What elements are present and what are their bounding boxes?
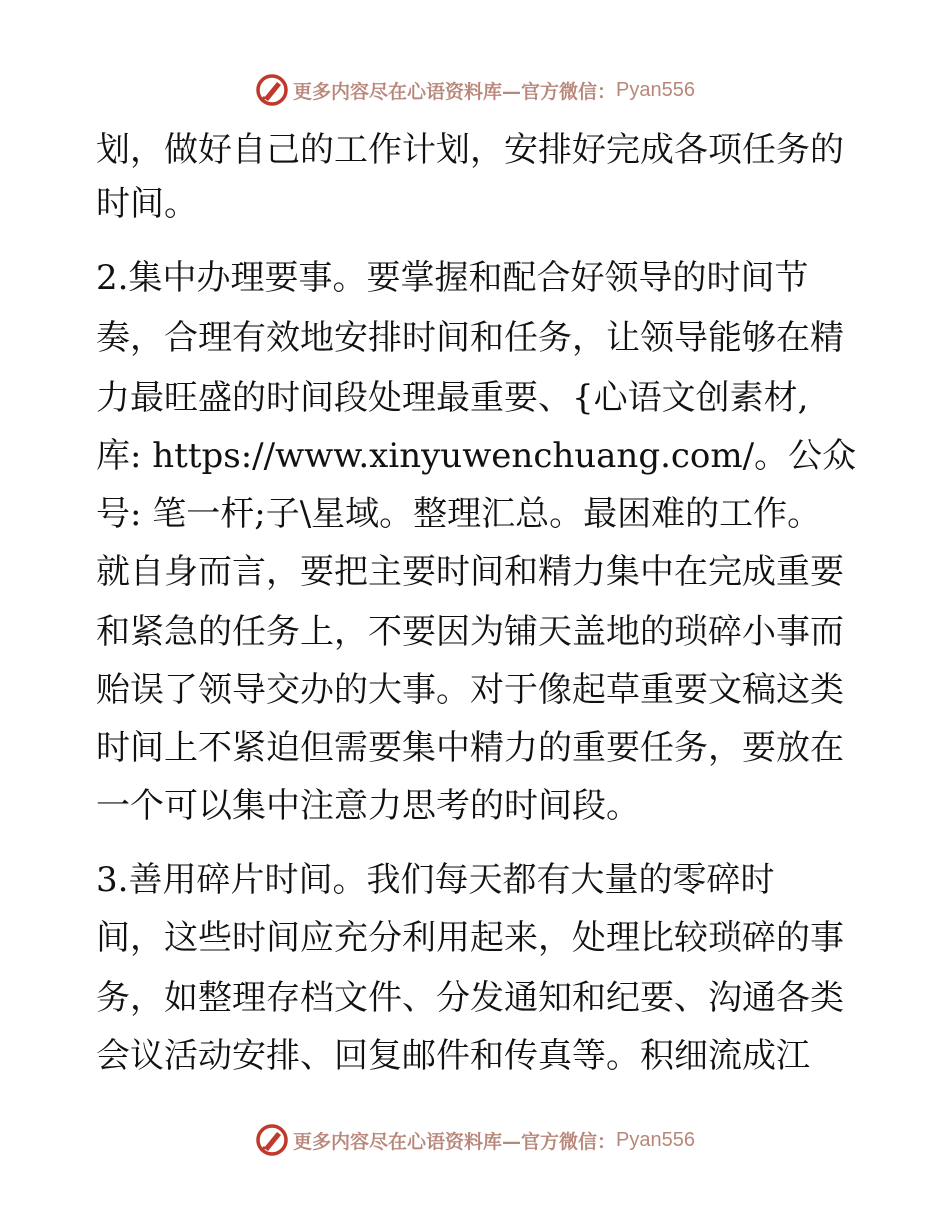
text-line: 贻误了领导交办的大事。对于像起草重要文稿这类 [96, 670, 844, 710]
header-watermark [0, 70, 950, 110]
text-line: 力最旺盛的时间段处理最重要、{心语文创素材, [96, 378, 809, 418]
text-line: 2.集中办理要事。要掌握和配合好领导的时间节 [96, 258, 809, 298]
text-line: 划，做好自己的工作计划，安排好完成各项任务的 [96, 130, 844, 170]
text-line: 一个可以集中注意力思考的时间段。 [96, 786, 640, 826]
footer-watermark-text: 更多内容尽在心语资料库—官方微信： [293, 1130, 617, 1153]
header-watermark-text: 更多内容尽在心语资料库—官方微信： [293, 80, 617, 103]
footer-watermark [0, 1120, 950, 1160]
text-line: 奏，合理有效地安排时间和任务，让领导能够在精 [96, 318, 844, 358]
header-watermark-wechat-id: Pyan556 [616, 78, 695, 101]
text-line: 务，如整理存档文件、分发通知和纪要、沟通各类 [96, 978, 844, 1018]
text-line: 时间上不紧迫但需要集中精力的重要任务，要放在 [96, 728, 844, 768]
text-line: 号: 笔一杆;子\星域。整理汇总。最困难的工作。 [96, 494, 822, 534]
text-line: 3.善用碎片时间。我们每天都有大量的零碎时 [96, 860, 775, 900]
text-line: 和紧急的任务上，不要因为铺天盖地的琐碎小事而 [96, 612, 844, 652]
footer-watermark-wechat-id: Pyan556 [616, 1128, 695, 1151]
pen-logo-icon [255, 73, 289, 107]
text-line: 会议活动安排、回复邮件和传真等。积细流成江 [96, 1036, 810, 1076]
text-line: 间，这些时间应充分利用起来，处理比较琐碎的事 [96, 918, 844, 958]
text-line: 就自身而言，要把主要时间和精力集中在完成重要 [96, 552, 844, 592]
text-line: 库: https://www.xinyuwenchuang.com/。公众 [96, 436, 857, 476]
text-line: 时间。 [96, 184, 198, 224]
pen-logo-icon [255, 1123, 289, 1157]
